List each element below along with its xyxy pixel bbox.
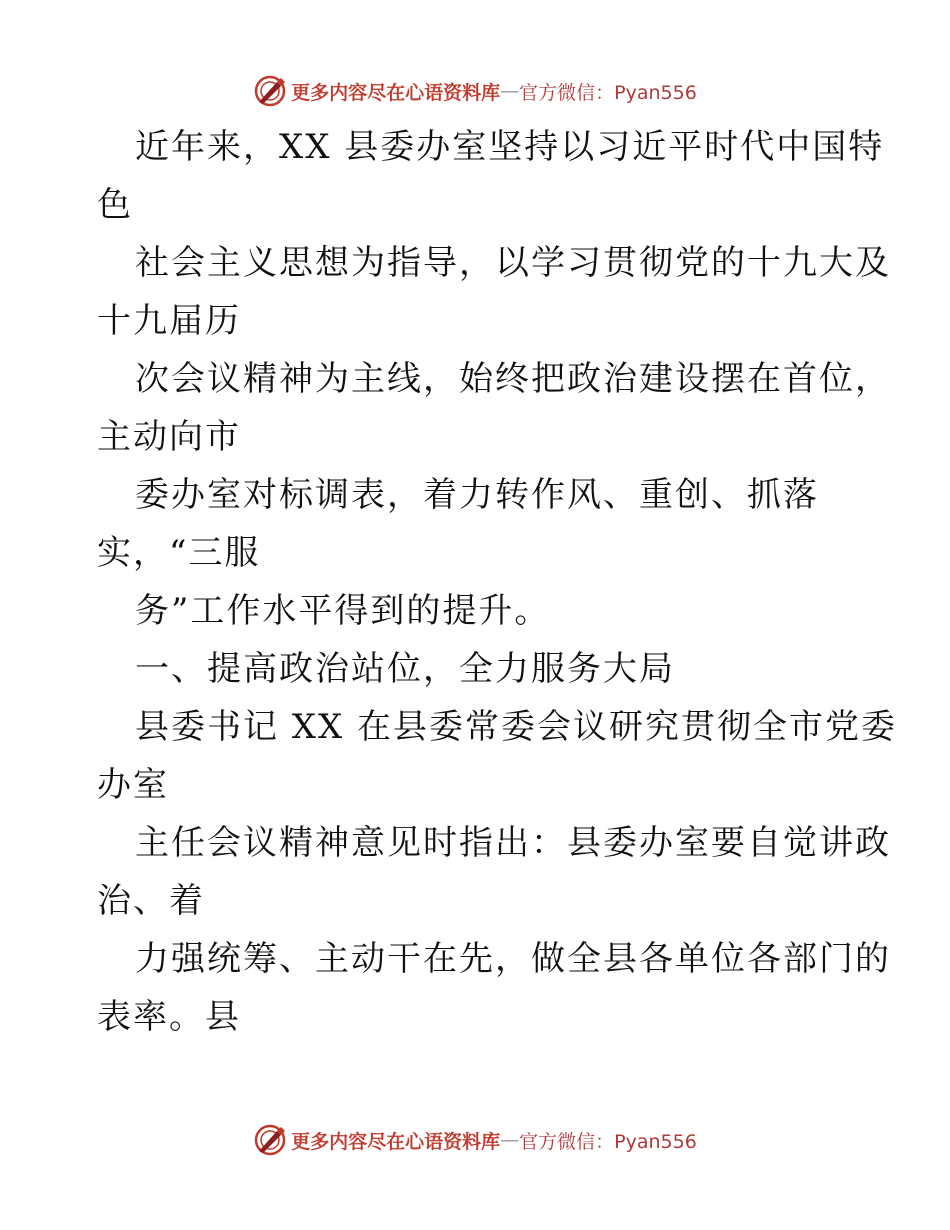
text-line: 色 [97, 185, 133, 225]
header-brand-text: 更多内容尽在心语资料库 [291, 81, 501, 104]
text-line: 县委书记 XX 在县委常委会议研究贯彻全市党委 [135, 707, 898, 747]
text-line: 次会议精神为主线，始终把政治建设摆在首位， [135, 359, 891, 399]
pen-logo-icon [253, 74, 287, 108]
text-line: 实，“三服 [97, 533, 261, 573]
text-line: 力强统筹、主动干在先，做全县各单位各部门的 [135, 939, 891, 979]
pen-logo-icon [253, 1123, 287, 1157]
text-line: 治、着 [97, 881, 205, 921]
header-banner [0, 71, 950, 111]
text-line: 十九届历 [97, 301, 241, 341]
text-line: 社会主义思想为指导，以学习贯彻党的十九大及 [135, 243, 891, 283]
document-body [97, 118, 897, 1046]
header-wechat-text: 官方微信：Pyan556 [519, 81, 697, 104]
header-separator: — [500, 80, 520, 102]
text-line: 近年来，XX 县委办室坚持以习近平时代中国特 [135, 127, 885, 167]
footer-separator: — [500, 1129, 520, 1151]
text-line: 委办室对标调表，着力转作风、重创、抓落 [135, 475, 819, 515]
footer-brand-text: 更多内容尽在心语资料库 [291, 1130, 501, 1153]
text-line: 务”工作水平得到的提升。 [135, 591, 551, 631]
text-line: 一、提高政治站位，全力服务大局 [135, 649, 675, 689]
text-line: 表率。县 [97, 997, 241, 1037]
text-line: 办室 [97, 765, 169, 805]
footer-wechat-text: 官方微信：Pyan556 [519, 1130, 697, 1153]
footer-banner [0, 1120, 950, 1160]
text-line: 主任会议精神意见时指出：县委办室要自觉讲政 [135, 823, 891, 863]
text-line: 主动向市 [97, 417, 241, 457]
